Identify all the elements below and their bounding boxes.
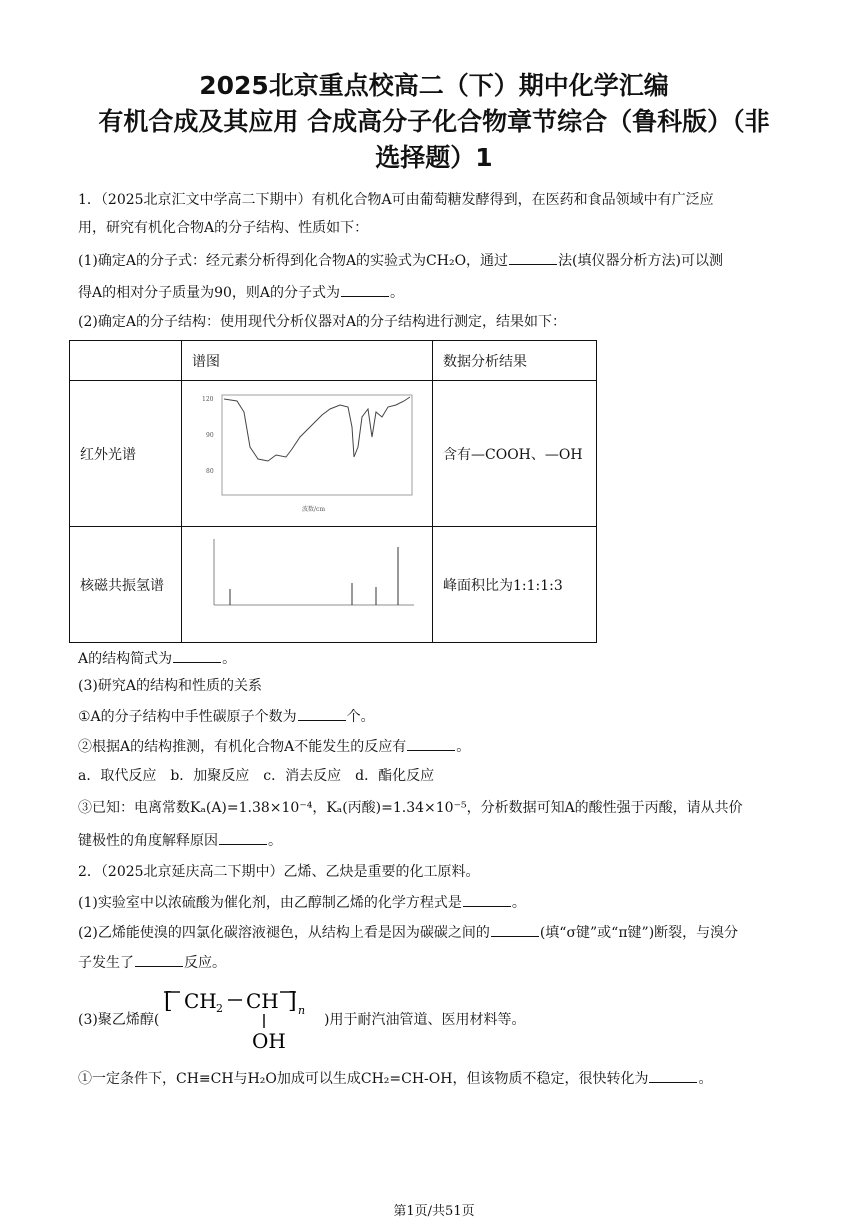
doc-title-line1: 2025北京重点校高二（下）期中化学汇编 (199, 71, 669, 100)
svg-text:120: 120 (202, 395, 214, 403)
answer-blank (407, 736, 455, 751)
q1-part3-3-line1: ③已知：电离常数Kₐ(A)=1.38×10⁻⁴，Kₐ(丙酸)=1.34×10⁻⁵，分析数据可知A的酸性强于丙酸，请从共价 (78, 800, 743, 816)
q2-part3-text: )用于耐汽油管道、医用材料等。 (324, 1012, 526, 1028)
ir-result: 含有—COOH、—OH (433, 381, 597, 527)
q1-intro2: 用，研究有机化合物A的分子结构、性质如下： (78, 220, 369, 236)
q1-part3-3-line2: 键极性的角度解释原因 。 (78, 830, 790, 851)
ir-spectrum-cell (182, 381, 433, 527)
doc-title-line3: 选择题）1 (375, 143, 493, 172)
q1-part3-2: ②根据A的结构推测，有机化合物A不能发生的反应有 。 (78, 736, 790, 757)
table-header-cell: 数据分析结果 (433, 341, 597, 381)
q1-options: a．取代反应 b．加聚反应 c．消去反应 d．酯化反应 (78, 768, 435, 784)
q1-part1-line2: 得A的相对分子质量为90，则A的分子式为 。 (78, 282, 790, 303)
q2-part2-line2: 子发生了 反应。 (78, 952, 790, 973)
svg-text:]: ] (288, 989, 297, 1014)
table-header-row (70, 341, 597, 381)
table-row (70, 527, 597, 643)
polyvinyl-alcohol-structure (160, 984, 320, 1054)
answer-blank (173, 648, 221, 663)
answer-blank (509, 250, 557, 265)
table-row (70, 381, 597, 527)
page-footer: 第1页/共51页 (393, 1204, 475, 1219)
table-header-cell: 谱图 (182, 341, 433, 381)
spectra-table (69, 340, 597, 643)
q1-intro1: 1．（2025北京汇文中学高二下期中）有机化合物A可由葡萄糖发酵得到，在医药和食品领域中有广泛应 (78, 192, 714, 208)
ir-spectrum-figure (192, 387, 422, 517)
svg-text:n: n (298, 1004, 306, 1017)
svg-text:CH: CH (246, 989, 279, 1013)
nmr-spectrum-cell (182, 527, 433, 643)
q1-part2: (2)确定A的分子结构：使用现代分析仪器对A的分子结构进行测定，结果如下： (78, 314, 567, 330)
answer-blank (298, 706, 346, 721)
nmr-label: 核磁共振氢谱 (70, 527, 182, 643)
q1-part3-1: ①A的分子结构中手性碳原子个数为 个。 (78, 706, 790, 727)
table-header-cell (70, 341, 182, 381)
q2-part3-1: ①一定条件下，CH≡CH与H₂O加成可以生成CH₂=CH-OH，但该物质不稳定，很快转化为 。 (78, 1068, 790, 1089)
svg-text:CH: CH (184, 989, 217, 1013)
svg-text:80: 80 (206, 467, 214, 475)
svg-text:90: 90 (206, 431, 214, 439)
nmr-result: 峰面积比为1:1:1:3 (433, 527, 597, 643)
answer-blank (491, 922, 539, 937)
q2-part3-label: (3)聚乙烯醇( (78, 1012, 160, 1028)
q1-part3: (3)研究A的结构和性质的关系 (78, 678, 262, 694)
svg-text:OH: OH (252, 1029, 286, 1053)
answer-blank (341, 282, 389, 297)
answer-blank (219, 830, 267, 845)
nmr-spectrum-figure (192, 533, 422, 633)
q2-intro: 2．（2025北京延庆高二下期中）乙烯、乙炔是重要的化工原料。 (78, 864, 480, 880)
q1-part1-line1: (1)确定A的分子式：经元素分析得到化合物A的实验式为CH₂O，通过 法(填仪器分析方法)可以测 (78, 250, 790, 271)
doc-title-line2: 有机合成及其应用 合成高分子化合物章节综合（鲁科版）（非 (98, 107, 770, 136)
q2-part1: (1)实验室中以浓硫酸为催化剂，由乙醇制乙烯的化学方程式是 。 (78, 892, 790, 913)
q2-part2-line1: (2)乙烯能使溴的四氯化碳溶液褪色，从结构上看是因为碳碳之间的 (填“σ键”或“π键”)断裂，与溴分 (78, 922, 790, 943)
svg-text:[: [ (164, 989, 173, 1014)
svg-text:波数/cm: 波数/cm (302, 505, 326, 513)
answer-blank (649, 1068, 697, 1083)
ir-label: 红外光谱 (70, 381, 182, 527)
answer-blank (463, 892, 511, 907)
answer-blank (135, 952, 183, 967)
q1-structure-line: A的结构简式为 。 (78, 648, 790, 669)
svg-text:2: 2 (216, 1002, 223, 1015)
